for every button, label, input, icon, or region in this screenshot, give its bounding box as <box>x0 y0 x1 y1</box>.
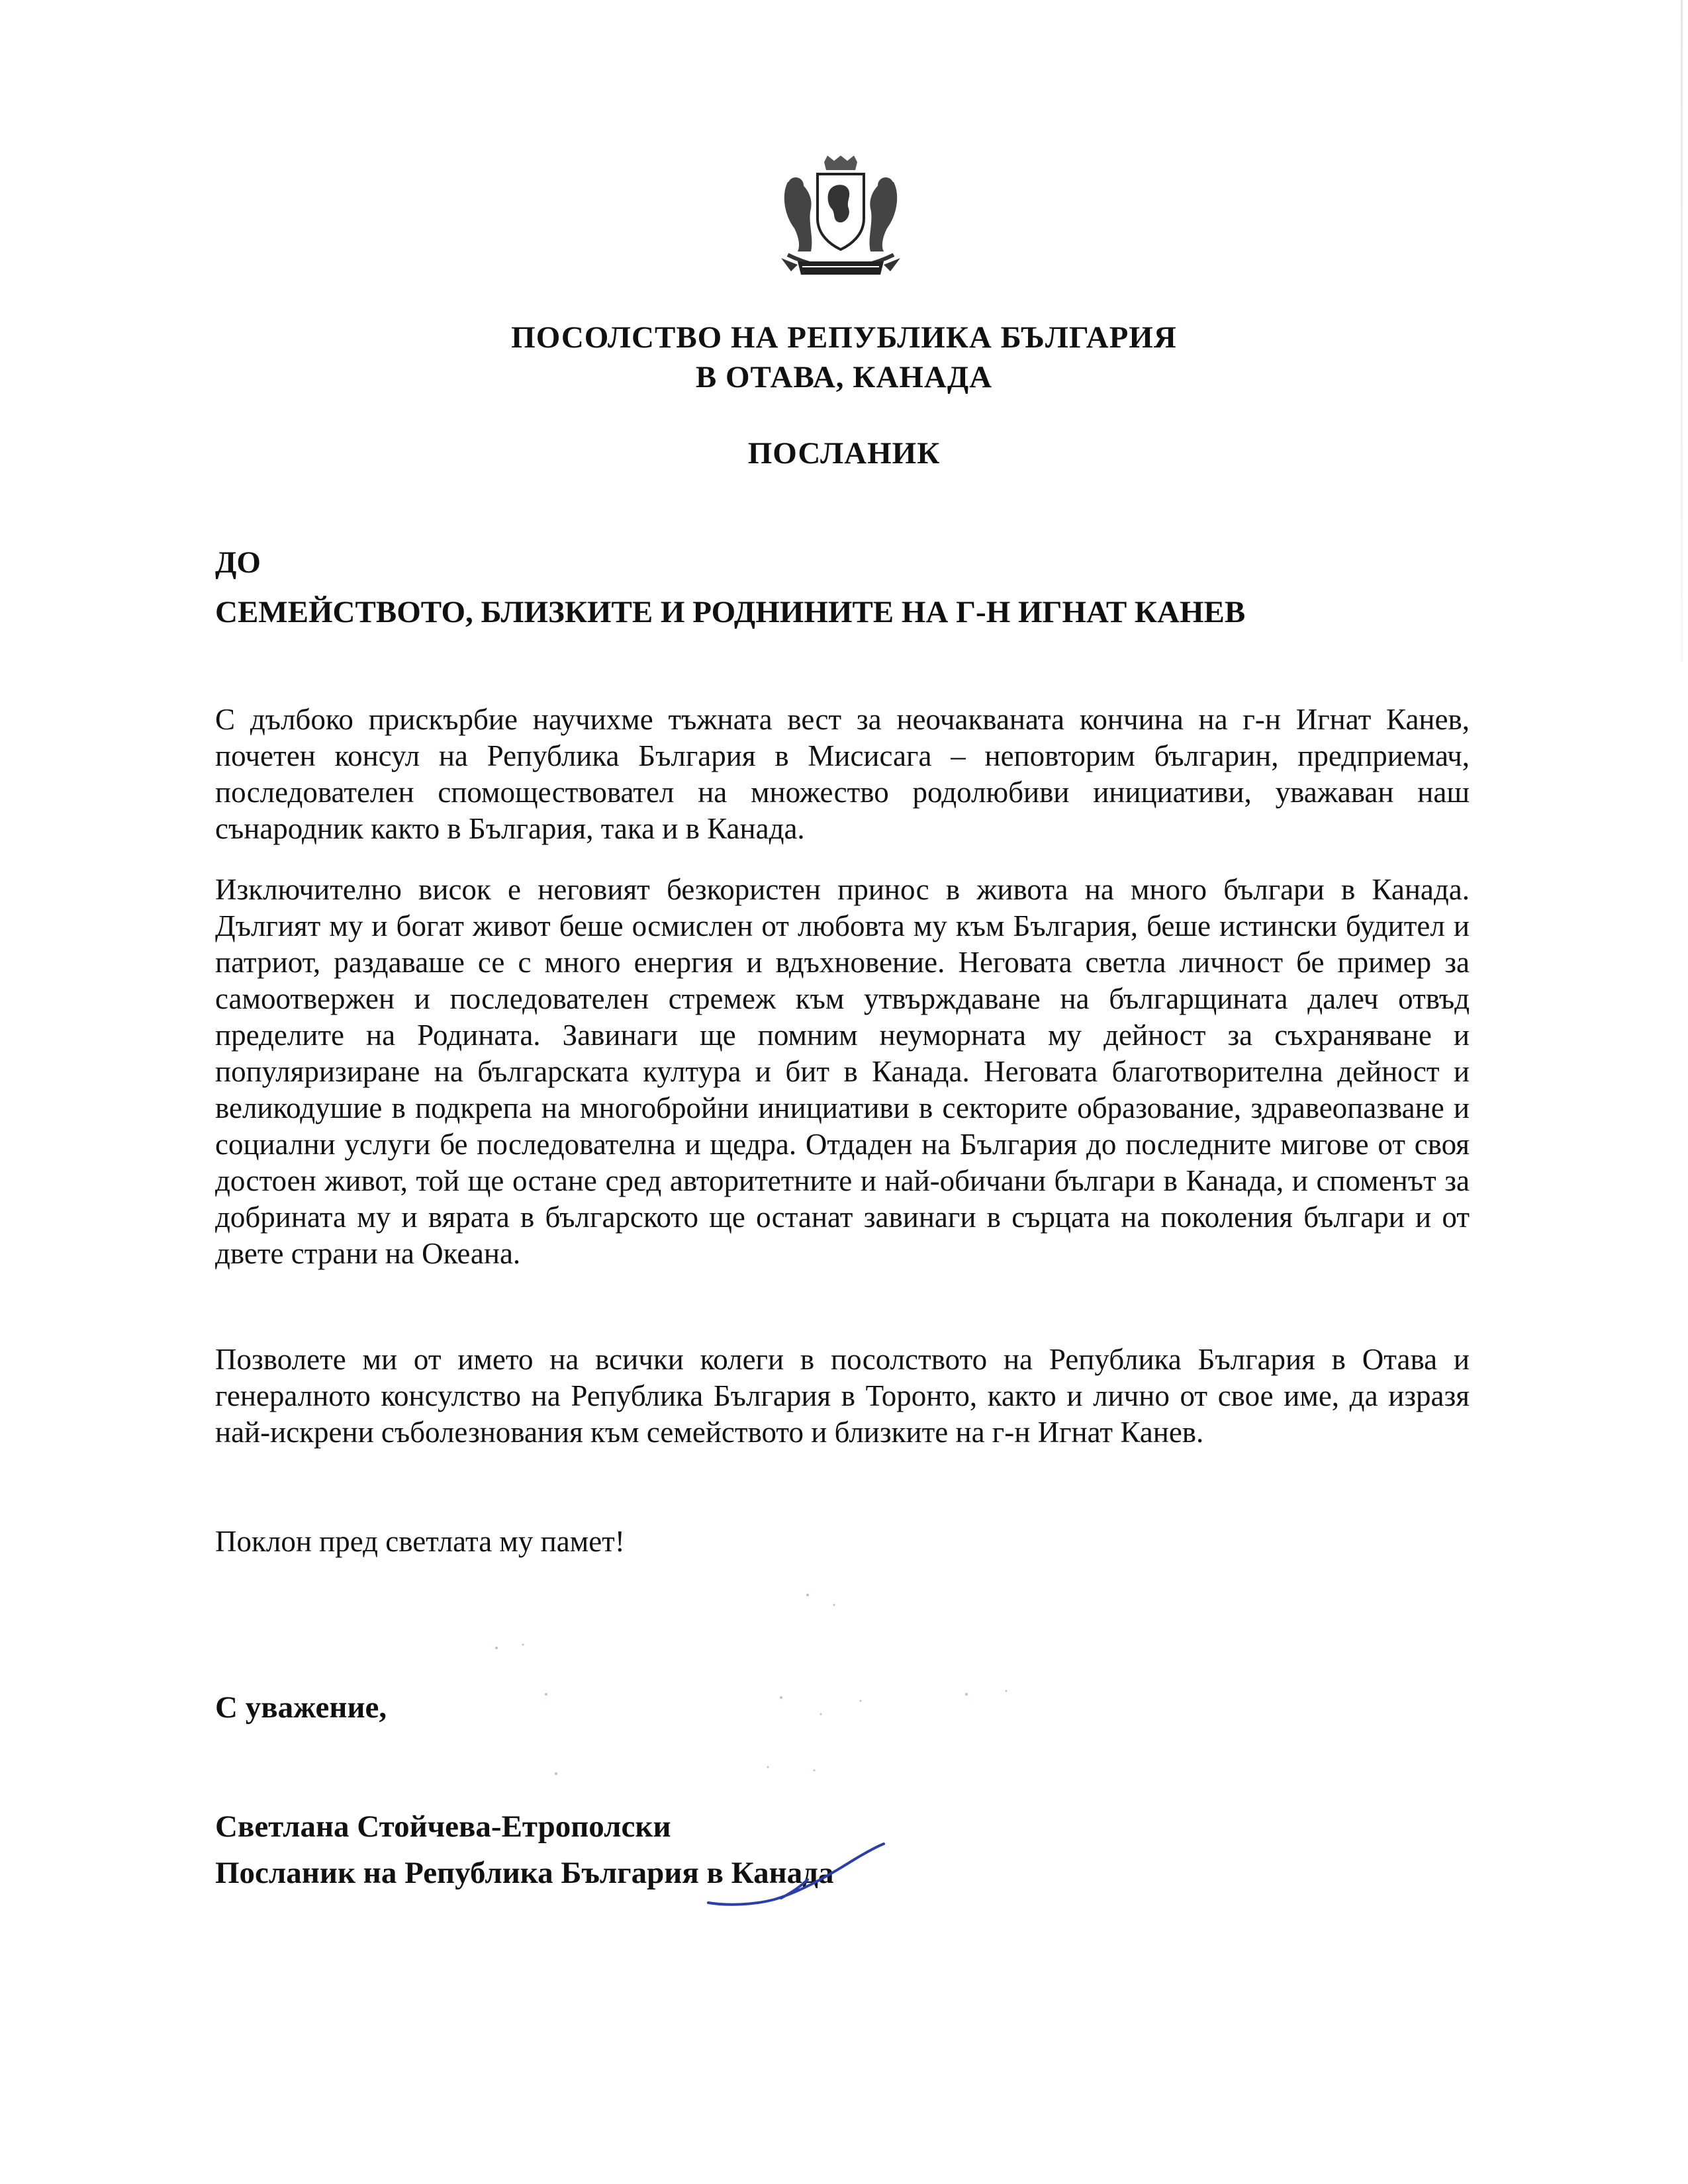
signatory-title: Посланик на Република България в Канада <box>215 1856 834 1890</box>
faint-stamp-marks <box>463 1575 1125 1807</box>
embassy-name-line2: В ОТАВА, КАНАДА <box>695 360 993 394</box>
body-paragraph-2: Изключително висок е неговият безкористен принос в живота на много българи в Канада. Дългият му и богат живот беше осмислен от любовта му към България, беше истински будител и патриот, раздаваше се с много енергия и вдъхновение. Неговата светла личност бе пример за самоотвержен и последователен стремеж към утвърждаване на българщината далеч отвъд пределите на Родината. Завинаги ще помним неуморната му дейност за съхраняване и популяризиране на българската култура и бит в Канада. Неговата благотворителна дейност и великодушие в подкрепа на многобройни инициативи в секторите образование, здравеопазване и социални услуги бе последователна и щедра. Отдаден на България до последните мигове от своя достоен живот, той ще остане сред авторитетните и най-обичани българи в Канада, и споменът за добрината му и вярата в българското ще останат завинаги в сърцата на поколения българи и от двете страни на Океана. <box>215 873 1470 1270</box>
handwritten-signature <box>702 1840 900 1913</box>
body-paragraph-3: Позволете ми от името на всички колеги в посолството на Република България в Отава и генералното консулство на Република България в Торонто, както и лично от свое име, да изразя най-искрени съболезнования към семейството и близките на г-н Игнат Канев. <box>215 1343 1470 1449</box>
body-paragraph-4: Поклон пред светлата му памет! <box>215 1525 625 1558</box>
addressee-recipients: СЕМЕЙСТВОТО, БЛИЗКИТЕ И РОДНИНИТЕ НА Г-Н ИГНАТ КАНЕВ <box>215 595 1246 629</box>
signatory-name: Светлана Стойчева-Етрополски <box>215 1809 671 1844</box>
sender-title: ПОСЛАНИК <box>747 436 941 471</box>
bulgarian-coat-of-arms-icon <box>761 156 920 281</box>
body-paragraph-1: С дълбоко прискърбие научихме тъжната вест за неочакваната кончина на г-н Игнат Канев, почетен консул на Република България в Мисисага – неповторим българин, предприемач, последователен спомоществовател на множество родолюбиви инициативи, уважаван наш сънародник както в България, така и в Канада. <box>215 703 1470 845</box>
addressee-prefix: ДО <box>215 545 261 580</box>
embassy-name-line1: ПОСОЛСТВО НА РЕПУБЛИКА БЪЛГАРИЯ <box>511 320 1177 355</box>
closing-salutation: С уважение, <box>215 1690 387 1725</box>
